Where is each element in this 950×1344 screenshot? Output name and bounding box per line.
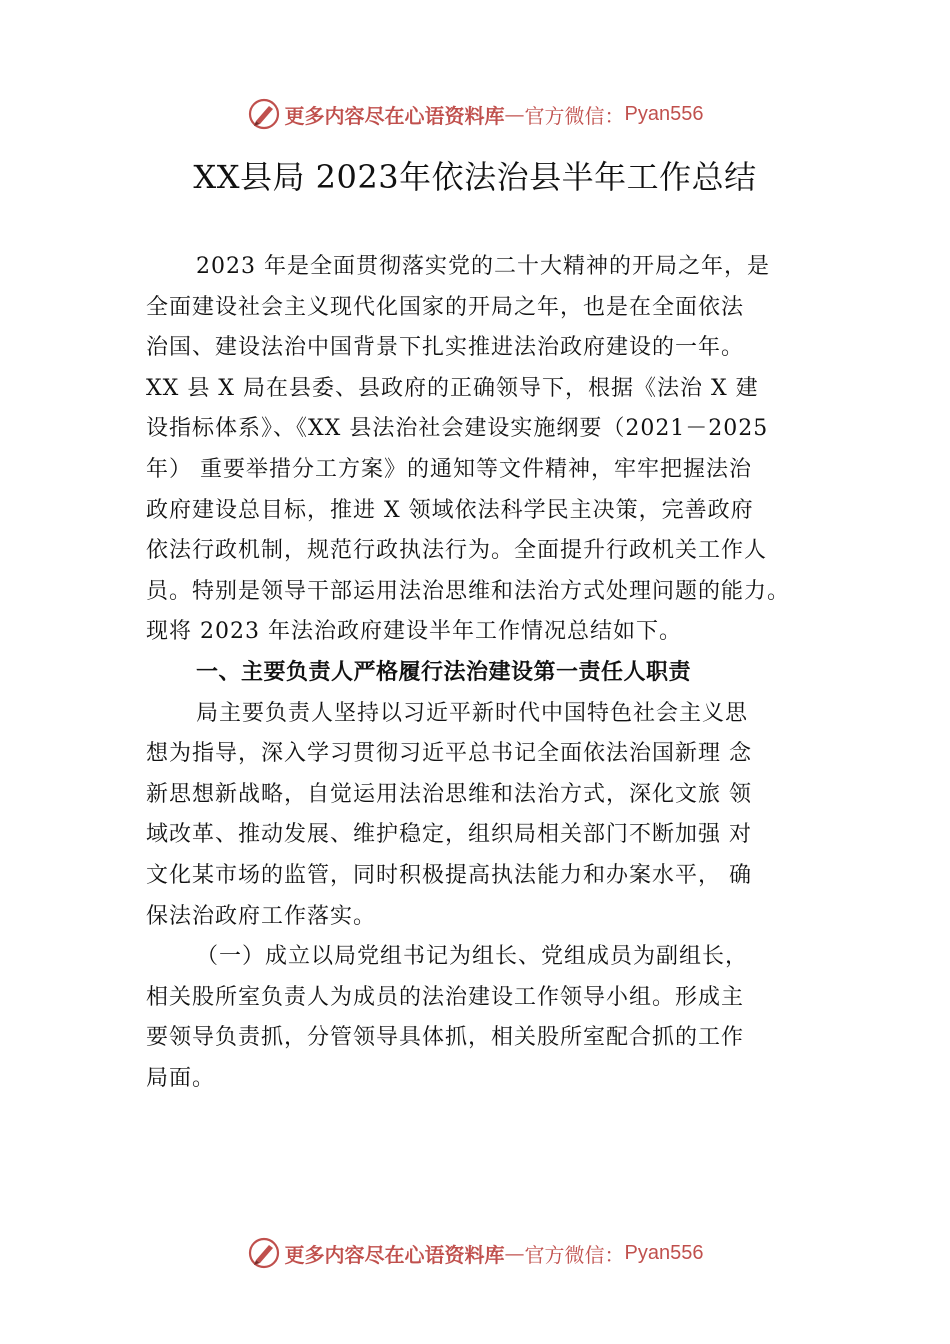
paragraph1-line: 依法行政机制，规范行政执法行为。全面提升行政机关工作人 (146, 538, 768, 564)
header-watermark (0, 94, 950, 134)
watermark-dash: — (504, 102, 525, 126)
paragraph3-line: 相关股所室负责人为成员的法治建设工作领导小组。形成主 (146, 984, 745, 1010)
paragraph2-line: 新思想新战略，自觉运用法治思维和法治方式，深化文旅 领 (146, 781, 752, 807)
paragraph2-line: 想为指导，深入学习贯彻习近平总书记全面依法治国新理 念 (146, 741, 752, 767)
watermark-brand: 更多内容尽在心语资料库 (284, 1242, 505, 1267)
document-body (146, 247, 836, 1099)
watermark-dash: — (504, 1241, 525, 1265)
paragraph1-line: 设指标体系》、《XX 县法治社会建设实施纲要（2021－2025 (146, 416, 769, 442)
paragraph1-line: 现将 2023 年法治政府建设半年工作情况总结如下。 (146, 619, 682, 645)
paragraph1-line: XX 县 X 局在县委、县政府的正确领导下，根据《法治 X 建 (146, 375, 759, 401)
section-heading: 一、主要负责人严格履行法治建设第一责任人职责 (196, 659, 692, 685)
paragraph3-line: 要领导负责抓，分管领导具体抓，相关股所室配合抓的工作 (146, 1025, 745, 1051)
pen-circle-logo-icon (247, 1236, 281, 1270)
paragraph2-line: 文化某市场的监管，同时积极提高执法能力和办案水平， 确 (146, 862, 752, 888)
paragraph1-line: 治国、建设法治中国背景下扎实推进法治政府建设的一年。 (146, 335, 745, 361)
paragraph1-line: 年） 重要举措分工方案》的通知等文件精神，牢牢把握法治 (146, 456, 752, 482)
paragraph3-line: （一）成立以局党组书记为组长、党组成员为副组长， (196, 944, 749, 970)
watermark-brand: 更多内容尽在心语资料库 (284, 103, 505, 128)
watermark-channel: 官方微信： (524, 103, 625, 128)
watermark-handle: Pyan556 (624, 102, 704, 125)
footer-watermark (0, 1233, 950, 1273)
paragraph2-line: 局主要负责人坚持以习近平新时代中国特色社会主义思 (196, 700, 749, 726)
watermark-handle: Pyan556 (624, 1241, 704, 1264)
paragraph1-line: 2023 年是全面贯彻落实党的二十大精神的开局之年，是 (196, 254, 770, 279)
paragraph1-line: 全面建设社会主义现代化国家的开局之年，也是在全面依法 (146, 294, 745, 320)
pen-circle-logo-icon (247, 97, 281, 131)
watermark-channel: 官方微信： (524, 1242, 625, 1267)
paragraph2-line: 保法治政府工作落实。 (146, 903, 377, 929)
paragraph2-line: 域改革、推动发展、维护稳定，组织局相关部门不断加强 对 (146, 822, 752, 848)
paragraph1-line: 政府建设总目标，推进 X 领域依法科学民主决策，完善政府 (146, 497, 754, 523)
document-title: XX县局 2023年依法治县半年工作总结 (193, 158, 757, 196)
paragraph1-line: 员。特别是领导干部运用法治思维和法治方式处理问题的能力。 (146, 578, 791, 604)
paragraph3-line: 局面。 (146, 1065, 216, 1091)
